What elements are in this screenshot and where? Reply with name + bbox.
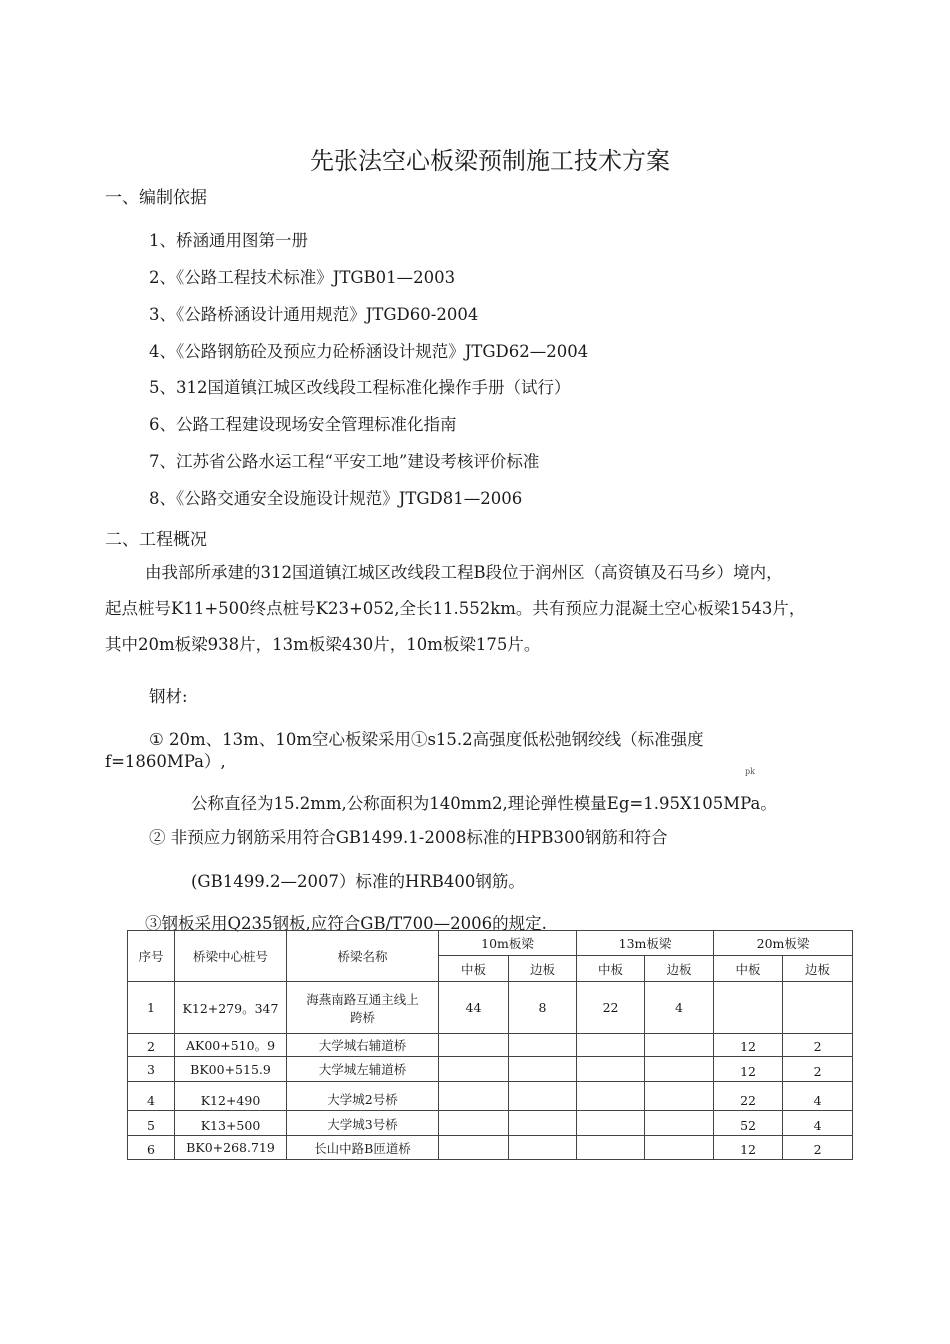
steel-item-1-line-b: f=1860MPa）, bbox=[105, 752, 226, 771]
header-10m: 10m板梁 bbox=[439, 931, 577, 956]
cell-13m-mid bbox=[577, 1057, 645, 1082]
cell-20m-edge: 2 bbox=[783, 1034, 853, 1057]
steel-item-3: ③钢板采用Q235钢板,应符合GB/T700—2006的规定. bbox=[145, 914, 547, 933]
table-row bbox=[128, 1082, 853, 1111]
cell-20m-edge bbox=[783, 982, 853, 1034]
steel-item-1-line-a: ① 20m、13m、10m空心板梁采用①s15.2高强度低松弛钢绞线（标准强度 bbox=[149, 730, 704, 749]
cell-10m-edge bbox=[509, 1057, 577, 1082]
overview-line-3: 其中20m板梁938片，13m板梁430片，10m板梁175片。 bbox=[105, 635, 541, 654]
steel-item-2-line-a: ② 非预应力钢筋采用符合GB1499.1-2008标准的HPB300钢筋和符合 bbox=[149, 828, 668, 847]
cell-name: 大学城2号桥 bbox=[287, 1082, 439, 1111]
cell-20m-edge: 4 bbox=[783, 1082, 853, 1111]
header-13m-edge: 边板 bbox=[645, 956, 714, 982]
basis-item-5: 5、312国道镇江城区改线段工程标准化操作手册（试行） bbox=[149, 378, 571, 397]
cell-13m-edge bbox=[645, 1111, 714, 1136]
cell-name: 大学城左辅道桥 bbox=[287, 1057, 439, 1082]
cell-seq: 4 bbox=[128, 1082, 175, 1111]
basis-item-4: 4、《公路钢筋砼及预应力砼桥涵设计规范》JTGD62—2004 bbox=[149, 342, 589, 361]
overview-line-2: 起点桩号K11+500终点桩号K23+052,全长11.552km。共有预应力混凝土空心板梁1543片， bbox=[105, 599, 806, 618]
header-20m-edge: 边板 bbox=[783, 956, 853, 982]
header-seq: 序号 bbox=[128, 931, 175, 982]
cell-10m-mid bbox=[439, 1136, 509, 1160]
cell-seq: 2 bbox=[128, 1034, 175, 1057]
cell-13m-mid bbox=[577, 1136, 645, 1160]
cell-station: K13+500 bbox=[175, 1111, 287, 1136]
header-station: 桥梁中心桩号 bbox=[175, 931, 287, 982]
cell-20m-edge: 2 bbox=[783, 1136, 853, 1160]
cell-10m-edge bbox=[509, 1136, 577, 1160]
cell-20m-mid: 12 bbox=[714, 1057, 783, 1082]
table-row bbox=[128, 1136, 853, 1160]
cell-10m-mid bbox=[439, 1057, 509, 1082]
cell-10m-edge bbox=[509, 1111, 577, 1136]
section-heading-overview: 二、工程概况 bbox=[105, 530, 207, 550]
cell-20m-mid: 12 bbox=[714, 1034, 783, 1057]
cell-13m-mid: 22 bbox=[577, 982, 645, 1034]
header-name: 桥梁名称 bbox=[287, 931, 439, 982]
cell-station: BK00+515.9 bbox=[175, 1057, 287, 1082]
cell-name: 大学城右辅道桥 bbox=[287, 1034, 439, 1057]
basis-item-6: 6、公路工程建设现场安全管理标准化指南 bbox=[149, 415, 457, 434]
basis-item-1: 1、桥涵通用图第一册 bbox=[149, 231, 308, 250]
cell-name: 长山中路B匝道桥 bbox=[287, 1136, 439, 1160]
steel-label: 钢材: bbox=[149, 687, 188, 706]
cell-10m-edge: 8 bbox=[509, 982, 577, 1034]
cell-20m-edge: 2 bbox=[783, 1057, 853, 1082]
cell-name-line-a: 海燕南路互通主线上 bbox=[306, 991, 419, 1007]
basis-item-3: 3、《公路桥涵设计通用规范》JTGD60-2004 bbox=[149, 305, 479, 324]
overview-line-1: 由我部所承建的312国道镇江城区改线段工程B段位于润州区（高资镇及石马乡）境内， bbox=[145, 563, 783, 582]
cell-name: 大学城3号桥 bbox=[287, 1111, 439, 1136]
cell-10m-mid bbox=[439, 1111, 509, 1136]
cell-10m-mid bbox=[439, 1082, 509, 1111]
table-row bbox=[128, 982, 853, 1034]
cell-10m-mid bbox=[439, 1034, 509, 1057]
basis-item-8: 8、《公路交通安全设施设计规范》JTGD81—2006 bbox=[149, 489, 523, 508]
cell-seq: 3 bbox=[128, 1057, 175, 1082]
cell-20m-mid: 12 bbox=[714, 1136, 783, 1160]
cell-seq: 5 bbox=[128, 1111, 175, 1136]
cell-13m-mid bbox=[577, 1111, 645, 1136]
steel-item-1-line-c: 公称直径为15.2mm,公称面积为140mm2,理论弹性模量Eg=1.95X105MPa。 bbox=[191, 794, 777, 813]
cell-13m-mid bbox=[577, 1034, 645, 1057]
table-row bbox=[128, 1034, 853, 1057]
section-heading-basis: 一、编制依据 bbox=[105, 188, 207, 208]
basis-item-7: 7、江苏省公路水运工程“平安工地”建设考核评价标准 bbox=[149, 452, 540, 471]
beam-quantity-table bbox=[127, 930, 853, 1160]
header-10m-edge: 边板 bbox=[509, 956, 577, 982]
header-20m-mid: 中板 bbox=[714, 956, 783, 982]
cell-10m-edge bbox=[509, 1082, 577, 1111]
table-row bbox=[128, 1057, 853, 1082]
cell-seq: 6 bbox=[128, 1136, 175, 1160]
cell-10m-mid: 44 bbox=[439, 982, 509, 1034]
header-20m: 20m板梁 bbox=[714, 931, 853, 956]
steel-item-2-line-b: (GB1499.2—2007）标准的HRB400钢筋。 bbox=[191, 872, 525, 891]
cell-seq: 1 bbox=[128, 982, 175, 1034]
header-13m: 13m板梁 bbox=[577, 931, 714, 956]
header-13m-mid: 中板 bbox=[577, 956, 645, 982]
table-row bbox=[128, 1111, 853, 1136]
cell-13m-edge bbox=[645, 1057, 714, 1082]
basis-item-2: 2、《公路工程技术标准》JTGB01—2003 bbox=[149, 268, 456, 287]
cell-station: BK0+268.719 bbox=[175, 1136, 287, 1160]
cell-20m-mid: 22 bbox=[714, 1082, 783, 1111]
cell-13m-edge bbox=[645, 1082, 714, 1111]
cell-20m-edge: 4 bbox=[783, 1111, 853, 1136]
cell-station: AK00+510。9 bbox=[175, 1034, 287, 1057]
cell-station: K12+490 bbox=[175, 1082, 287, 1111]
cell-10m-edge bbox=[509, 1034, 577, 1057]
cell-13m-edge bbox=[645, 1136, 714, 1160]
cell-13m-edge bbox=[645, 1034, 714, 1057]
document-title: 先张法空心板梁预制施工技术方案 bbox=[310, 147, 670, 175]
cell-13m-mid bbox=[577, 1082, 645, 1111]
cell-13m-edge: 4 bbox=[645, 982, 714, 1034]
cell-20m-mid bbox=[714, 982, 783, 1034]
cell-name bbox=[287, 982, 439, 1034]
cell-20m-mid: 52 bbox=[714, 1111, 783, 1136]
cell-name-line-b: 跨桥 bbox=[349, 1009, 375, 1025]
cell-station: K12+279。347 bbox=[175, 982, 287, 1034]
pk-note: pk bbox=[745, 767, 755, 776]
header-10m-mid: 中板 bbox=[439, 956, 509, 982]
